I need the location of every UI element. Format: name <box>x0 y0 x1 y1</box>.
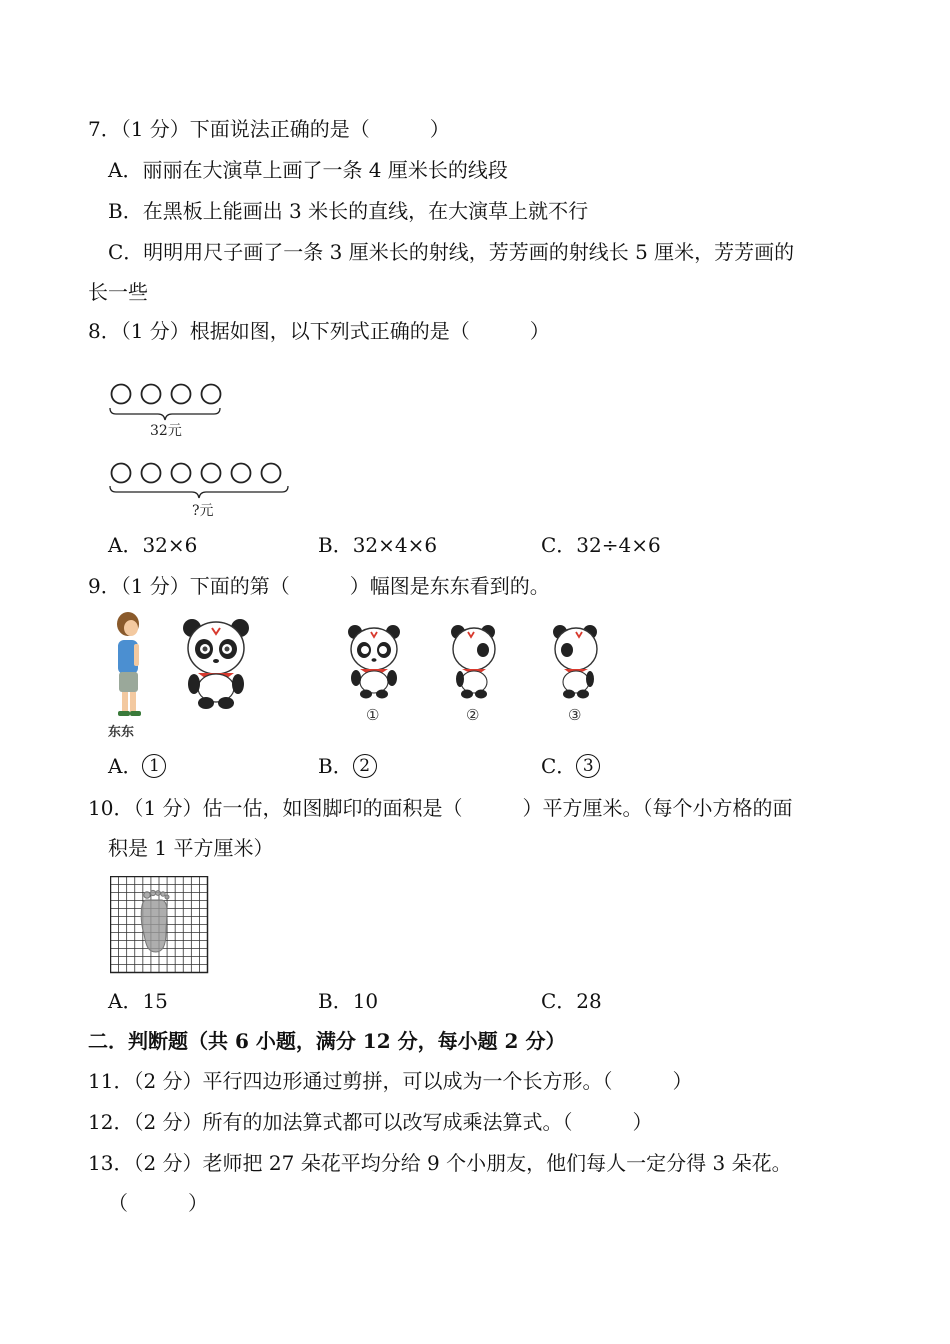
q7-option-b: B．在黑板上能画出 3 米长的直线，在大演草上就不行 <box>108 199 589 223</box>
q9-option-b-prefix: B． <box>318 754 353 778</box>
panda-view-1 <box>346 622 402 727</box>
q9-stem: 9．（1 分）下面的第（ ）幅图是东东看到的。 <box>88 574 550 598</box>
q7-option-a: A．丽丽在大演草上画了一条 4 厘米长的线段 <box>108 158 508 182</box>
view-3-label: ③ <box>568 706 582 724</box>
q12-stem: 12．（2 分）所有的加法算式都可以改写成乘法算式。（ ） <box>88 1110 653 1134</box>
section-2-title: 二．判断题（共 6 小题，满分 12 分，每小题 2 分） <box>88 1029 566 1053</box>
q9-option-c <box>541 753 600 779</box>
panda-view-3 <box>548 622 604 727</box>
q13-paren: （ ） <box>108 1191 208 1215</box>
view-2-label: ② <box>466 706 480 724</box>
q8-label-top: 32元 <box>150 423 182 439</box>
q11-stem: 11．（2 分）平行四边形通过剪拼，可以成为一个长方形。（ ） <box>88 1069 693 1093</box>
q13-stem: 13．（2 分）老师把 27 朵花平均分给 9 个小朋友，他们每人一定分得 3 朵花。 <box>88 1151 792 1175</box>
view-1-label: ① <box>366 706 380 724</box>
q8-label-bottom: ?元 <box>192 503 214 519</box>
q8-stem: 8．（1 分）根据如图，以下列式正确的是（ ） <box>88 319 550 343</box>
q10-stem: 10．（1 分）估一估，如图脚印的面积是（ ）平方厘米。（每个小方格的面 <box>88 796 793 820</box>
q8-option-a: A．32×6 <box>108 533 198 557</box>
q10-stem-cont: 积是 1 平方厘米） <box>108 836 274 860</box>
q9-option-a-mark: 1 <box>142 754 166 778</box>
q7-option-c: C．明明用尺子画了一条 3 厘米长的射线，芳芳画的射线长 5 厘米，芳芳画的 <box>108 240 795 264</box>
q8-option-c: C．32÷4×6 <box>541 533 661 557</box>
q9-option-b-mark: 2 <box>353 754 377 778</box>
person-label: 东东 <box>108 725 135 740</box>
footprint-shape <box>141 890 169 952</box>
q8-option-b: B．32×4×6 <box>318 533 438 557</box>
q7-stem: 7．（1 分）下面说法正确的是（ ） <box>88 117 450 141</box>
q7-option-c-cont: 长一些 <box>88 280 148 304</box>
q10-option-a: A．15 <box>108 989 168 1013</box>
q9-option-c-mark: 3 <box>576 754 600 778</box>
q9-option-c-prefix: C． <box>541 754 577 778</box>
q9-option-a <box>108 753 166 779</box>
panda-front-large <box>182 616 250 711</box>
q8-figure <box>100 375 310 525</box>
boy-illustration <box>104 610 154 745</box>
q9-option-a-prefix: A． <box>108 754 143 778</box>
footprint-grid <box>110 876 210 974</box>
q10-option-c: C．28 <box>541 989 602 1013</box>
q9-option-b <box>318 753 377 779</box>
panda-view-2 <box>446 622 502 727</box>
q10-option-b: B．10 <box>318 989 379 1013</box>
